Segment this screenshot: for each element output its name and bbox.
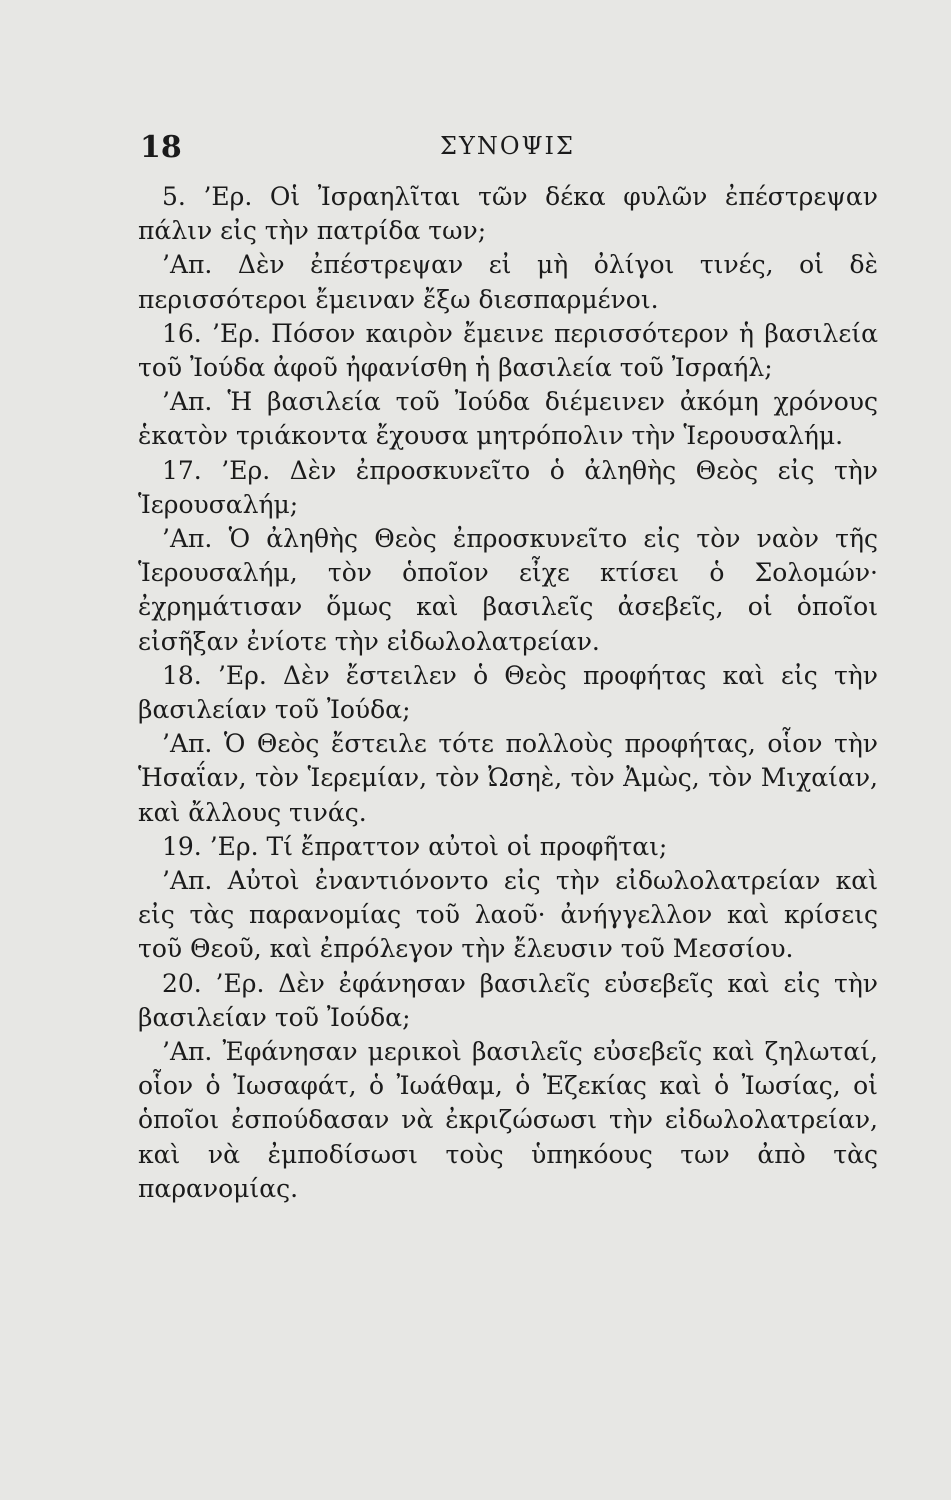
answer-20: ’Απ. Ἐφάνησαν μερικοὶ βασιλεῖς εὐσεβεῖς καὶ ζηλωταί, οἷον ὁ Ἰωσαφάτ, ὁ Ἰωάθαμ, ὁ Ἐζεκίας καὶ ὁ Ἰωσίας, οἱ ὁποῖοι ἐσπούδασαν νὰ ἐκριζώσωσι τὴν εἰδωλολατρείαν, καὶ νὰ ἐμποδίσωσι τοὺς ὑπηκόους των ἀπὸ τὰς παρανομίας.	[138, 1037, 878, 1203]
body-text	[138, 180, 878, 1206]
answer-16: ’Απ. Ἡ βασιλεία τοῦ Ἰούδα διέμεινεν ἀκόμη χρόνους ἑκατὸν τριάκοντα ἔχουσα μητρόπολιν τὴν Ἱερουσαλήμ.	[138, 387, 878, 451]
question-5: 5. ’Ερ. Οἱ Ἰσραηλῖται τῶν δέκα φυλῶν ἐπέστρεψαν πάλιν εἰς τὴν πατρίδα των;	[138, 182, 878, 246]
answer-18: ’Απ. Ὁ Θεὸς ἔστειλε τότε πολλοὺς προφήτας, οἷον τὴν Ἡσαΐαν, τὸν Ἱερεμίαν, τὸν Ὠσηὲ, τὸν Ἀμὼς, τὸν Μιχαίαν, καὶ ἄλλους τινάς.	[138, 729, 878, 827]
question-17: 17. ’Ερ. Δὲν ἐπροσκυνεῖτο ὁ ἀληθὴς Θεὸς εἰς τὴν Ἱερουσαλήμ;	[138, 455, 878, 519]
question-20: 20. ’Ερ. Δὲν ἐφάνησαν βασιλεῖς εὐσεβεῖς καὶ εἰς τὴν βασιλείαν τοῦ Ἰούδα;	[138, 968, 878, 1032]
question-16: 16. ’Ερ. Πόσον καιρὸν ἔμεινε περισσότερον ἡ βασιλεία τοῦ Ἰούδα ἀφοῦ ἠφανίσθη ἡ βασιλεία τοῦ Ἰσραήλ;	[138, 318, 878, 383]
question-19: 19. ’Ερ. Τί ἔπραττον αὐτοὶ οἱ προφῆται;	[162, 831, 668, 861]
page-number: 18	[140, 130, 182, 165]
answer-5: ’Απ. Δὲν ἐπέστρεψαν εἰ μὴ ὀλίγοι τινές, οἱ δὲ περισσότεροι ἔμειναν ἔξω διεσπαρμένοι.	[138, 250, 878, 314]
answer-19: ’Απ. Αὐτοὶ ἐναντιόνοντο εἰς τὴν εἰδωλολατρείαν καὶ εἰς τὰς παρανομίας τοῦ λαοῦ· ἀνήγγελλον καὶ κρίσεις τοῦ Θεοῦ, καὶ ἐπρόλεγον τὴν ἔλευσιν τοῦ Μεσσίου.	[138, 866, 878, 964]
question-18: 18. ’Ερ. Δὲν ἔστειλεν ὁ Θεὸς προφήτας καὶ εἰς τὴν βασιλείαν τοῦ Ἰούδα;	[138, 660, 878, 725]
page-header	[140, 130, 875, 170]
running-head: ΣΥΝΟΨΙΣ	[440, 132, 575, 160]
answer-17: ’Απ. Ὁ ἀληθὴς Θεὸς ἐπροσκυνεῖτο εἰς τὸν ναὸν τῆς Ἱερουσαλήμ, τὸν ὁποῖον εἶχε κτίσει ὁ Σολομών· ἐχρημάτισαν ὅμως καὶ βασιλεῖς ἀσεβεῖς, οἱ ὁποῖοι εἰσῆξαν ἐνίοτε τὴν εἰδωλολατρείαν.	[138, 524, 878, 656]
